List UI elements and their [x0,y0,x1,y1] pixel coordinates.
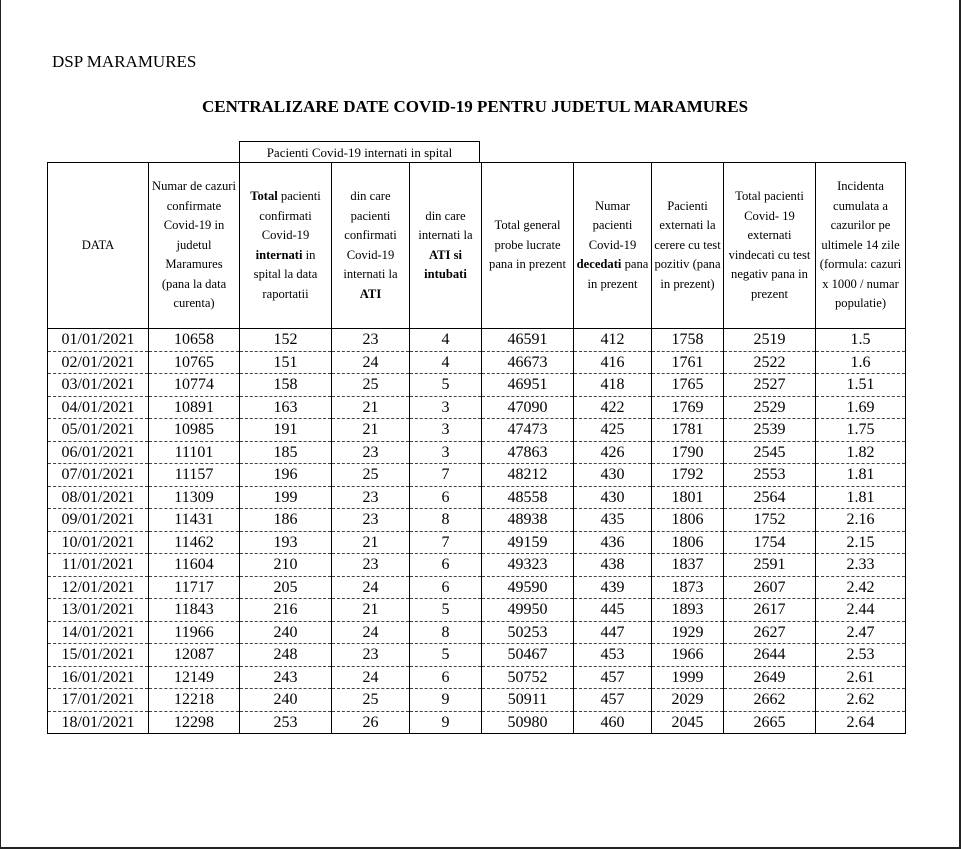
value-cell: 1761 [652,351,724,374]
value-cell: 196 [240,464,332,487]
value-cell: 10891 [149,396,240,419]
value-cell: 24 [332,351,410,374]
value-cell: 48212 [482,464,574,487]
value-cell: 1929 [652,621,724,644]
value-cell: 5 [410,644,482,667]
value-cell: 439 [574,576,652,599]
value-cell: 47473 [482,419,574,442]
date-cell: 03/01/2021 [48,374,149,397]
value-cell: 2.44 [816,599,906,622]
table-row [48,441,906,464]
value-cell: 436 [574,531,652,554]
value-cell: 10985 [149,419,240,442]
value-cell: 2627 [724,621,816,644]
value-cell: 25 [332,374,410,397]
value-cell: 46673 [482,351,574,374]
date-cell: 12/01/2021 [48,576,149,599]
value-cell: 12218 [149,689,240,712]
value-cell: 2539 [724,419,816,442]
table-row [48,599,906,622]
column-header-text: Pacienti externati la cerere cu test pozitiv (pana in prezent) [654,198,721,291]
value-cell: 243 [240,666,332,689]
value-cell: 11604 [149,554,240,577]
column-header-text: pana in prezent [587,257,649,291]
date-cell: 14/01/2021 [48,621,149,644]
column-header-text: din care pacienti confirmati Covid-19 internati la [343,189,398,281]
value-cell: 5 [410,599,482,622]
date-cell: 10/01/2021 [48,531,149,554]
value-cell: 185 [240,441,332,464]
value-cell: 6 [410,486,482,509]
column-header [48,163,149,329]
value-cell: 240 [240,621,332,644]
value-cell: 23 [332,644,410,667]
value-cell: 46591 [482,329,574,352]
value-cell: 11309 [149,486,240,509]
value-cell: 11717 [149,576,240,599]
value-cell: 445 [574,599,652,622]
value-cell: 1752 [724,509,816,532]
value-cell: 11101 [149,441,240,464]
value-cell: 11966 [149,621,240,644]
column-header-text: ATI si intubati [424,247,467,281]
table-row [48,486,906,509]
value-cell: 1873 [652,576,724,599]
column-header [410,163,482,329]
value-cell: 23 [332,329,410,352]
value-cell: 248 [240,644,332,667]
date-cell: 06/01/2021 [48,441,149,464]
value-cell: 1.75 [816,419,906,442]
value-cell: 25 [332,464,410,487]
column-header-text: Total [250,189,278,203]
value-cell: 2591 [724,554,816,577]
column-header-text: pacienti confirmati Covid-19 [259,189,321,242]
value-cell: 21 [332,531,410,554]
value-cell: 47863 [482,441,574,464]
value-cell: 460 [574,711,652,734]
value-cell: 50467 [482,644,574,667]
value-cell: 240 [240,689,332,712]
table-row [48,666,906,689]
value-cell: 418 [574,374,652,397]
value-cell: 7 [410,464,482,487]
value-cell: 23 [332,554,410,577]
value-cell: 46951 [482,374,574,397]
value-cell: 3 [410,396,482,419]
date-cell: 08/01/2021 [48,486,149,509]
value-cell: 2564 [724,486,816,509]
value-cell: 2519 [724,329,816,352]
column-header [574,163,652,329]
value-cell: 21 [332,396,410,419]
value-cell: 425 [574,419,652,442]
value-cell: 49159 [482,531,574,554]
value-cell: 49323 [482,554,574,577]
value-cell: 1893 [652,599,724,622]
date-cell: 18/01/2021 [48,711,149,734]
value-cell: 412 [574,329,652,352]
hospitalized-group-header: Pacienti Covid-19 internati in spital [239,141,480,163]
value-cell: 26 [332,711,410,734]
value-cell: 2665 [724,711,816,734]
value-cell: 191 [240,419,332,442]
value-cell: 2529 [724,396,816,419]
value-cell: 2.33 [816,554,906,577]
value-cell: 23 [332,441,410,464]
column-header-text: din care internati la [418,208,473,242]
value-cell: 10658 [149,329,240,352]
column-header-text: Total general probe lucrate pana in prezent [489,218,566,272]
table-row [48,531,906,554]
table-row [48,576,906,599]
value-cell: 50752 [482,666,574,689]
value-cell: 7 [410,531,482,554]
value-cell: 430 [574,486,652,509]
value-cell: 11157 [149,464,240,487]
date-cell: 02/01/2021 [48,351,149,374]
value-cell: 11431 [149,509,240,532]
date-cell: 13/01/2021 [48,599,149,622]
table-row [48,396,906,419]
table-row [48,621,906,644]
date-cell: 01/01/2021 [48,329,149,352]
column-header [652,163,724,329]
value-cell: 453 [574,644,652,667]
table-row [48,351,906,374]
value-cell: 2527 [724,374,816,397]
value-cell: 4 [410,351,482,374]
value-cell: 438 [574,554,652,577]
value-cell: 1792 [652,464,724,487]
column-header [724,163,816,329]
value-cell: 49950 [482,599,574,622]
date-cell: 17/01/2021 [48,689,149,712]
value-cell: 1758 [652,329,724,352]
column-header-text: DATA [81,237,115,252]
value-cell: 422 [574,396,652,419]
value-cell: 2.61 [816,666,906,689]
value-cell: 2617 [724,599,816,622]
table-row [48,329,906,352]
value-cell: 1806 [652,531,724,554]
value-cell: 5 [410,374,482,397]
column-header-text: ATI [359,286,382,301]
value-cell: 8 [410,621,482,644]
value-cell: 2.47 [816,621,906,644]
value-cell: 457 [574,666,652,689]
date-cell: 11/01/2021 [48,554,149,577]
table-row [48,644,906,667]
value-cell: 50980 [482,711,574,734]
value-cell: 12298 [149,711,240,734]
column-header-text: in spital la data raportatii [253,247,318,301]
value-cell: 151 [240,351,332,374]
column-header-text: Incidenta cumulata a cazurilor pe ultimele 14 zile (formula: cazuri x 1000 / numar populatie) [819,179,902,311]
value-cell: 1837 [652,554,724,577]
value-cell: 23 [332,486,410,509]
value-cell: 2.62 [816,689,906,712]
value-cell: 2545 [724,441,816,464]
value-cell: 1754 [724,531,816,554]
value-cell: 48938 [482,509,574,532]
value-cell: 1806 [652,509,724,532]
value-cell: 163 [240,396,332,419]
value-cell: 1781 [652,419,724,442]
value-cell: 2.53 [816,644,906,667]
value-cell: 193 [240,531,332,554]
table-row [48,554,906,577]
value-cell: 1966 [652,644,724,667]
table-row [48,374,906,397]
value-cell: 10765 [149,351,240,374]
value-cell: 205 [240,576,332,599]
table-row [48,419,906,442]
value-cell: 210 [240,554,332,577]
column-header-text: Numar pacienti Covid-19 [588,198,637,252]
value-cell: 1.81 [816,464,906,487]
value-cell: 1.5 [816,329,906,352]
date-cell: 04/01/2021 [48,396,149,419]
value-cell: 416 [574,351,652,374]
value-cell: 1.81 [816,486,906,509]
value-cell: 24 [332,576,410,599]
value-cell: 1999 [652,666,724,689]
value-cell: 3 [410,441,482,464]
value-cell: 1.51 [816,374,906,397]
value-cell: 2045 [652,711,724,734]
value-cell: 25 [332,689,410,712]
value-cell: 4 [410,329,482,352]
value-cell: 158 [240,374,332,397]
value-cell: 447 [574,621,652,644]
column-header-text: internati [255,247,303,262]
value-cell: 50911 [482,689,574,712]
value-cell: 152 [240,329,332,352]
column-header [482,163,574,329]
value-cell: 12087 [149,644,240,667]
table-row [48,689,906,712]
value-cell: 2.42 [816,576,906,599]
value-cell: 21 [332,599,410,622]
date-cell: 15/01/2021 [48,644,149,667]
organization-name: DSP MARAMURES [52,52,197,71]
value-cell: 1801 [652,486,724,509]
value-cell: 1.69 [816,396,906,419]
date-cell: 09/01/2021 [48,509,149,532]
date-cell: 16/01/2021 [48,666,149,689]
column-header [332,163,410,329]
value-cell: 24 [332,666,410,689]
value-cell: 9 [410,689,482,712]
document-title: CENTRALIZARE DATE COVID-19 PENTRU JUDETUL MARAMURES [202,97,749,116]
value-cell: 1765 [652,374,724,397]
table-row [48,711,906,734]
value-cell: 2553 [724,464,816,487]
value-cell: 10774 [149,374,240,397]
column-header-text: Numar de cazuri confirmate Covid-19 in judetul Maramures (pana la data curenta) [152,179,236,311]
value-cell: 1.6 [816,351,906,374]
column-header [149,163,240,329]
value-cell: 24 [332,621,410,644]
covid-data-table [47,162,906,734]
value-cell: 23 [332,509,410,532]
value-cell: 2649 [724,666,816,689]
column-header-text: decedati [576,257,622,272]
table-header-row [48,163,906,329]
date-cell: 07/01/2021 [48,464,149,487]
value-cell: 457 [574,689,652,712]
value-cell: 2662 [724,689,816,712]
value-cell: 2607 [724,576,816,599]
value-cell: 11843 [149,599,240,622]
value-cell: 216 [240,599,332,622]
value-cell: 6 [410,666,482,689]
value-cell: 430 [574,464,652,487]
value-cell: 8 [410,509,482,532]
value-cell: 2.16 [816,509,906,532]
table-row [48,464,906,487]
value-cell: 186 [240,509,332,532]
value-cell: 426 [574,441,652,464]
value-cell: 435 [574,509,652,532]
value-cell: 21 [332,419,410,442]
value-cell: 47090 [482,396,574,419]
value-cell: 11462 [149,531,240,554]
column-header [816,163,906,329]
value-cell: 253 [240,711,332,734]
value-cell: 50253 [482,621,574,644]
value-cell: 3 [410,419,482,442]
value-cell: 9 [410,711,482,734]
value-cell: 2522 [724,351,816,374]
value-cell: 6 [410,554,482,577]
value-cell: 2029 [652,689,724,712]
table-row [48,509,906,532]
table-body [48,329,906,734]
value-cell: 49590 [482,576,574,599]
date-cell: 05/01/2021 [48,419,149,442]
value-cell: 2.15 [816,531,906,554]
value-cell: 1769 [652,396,724,419]
value-cell: 2.64 [816,711,906,734]
value-cell: 1.82 [816,441,906,464]
column-header-text: Total pacienti Covid- 19 externati vindecati cu test negativ pana in prezent [728,189,811,301]
value-cell: 12149 [149,666,240,689]
column-header [240,163,332,329]
value-cell: 6 [410,576,482,599]
value-cell: 199 [240,486,332,509]
value-cell: 2644 [724,644,816,667]
value-cell: 48558 [482,486,574,509]
value-cell: 1790 [652,441,724,464]
